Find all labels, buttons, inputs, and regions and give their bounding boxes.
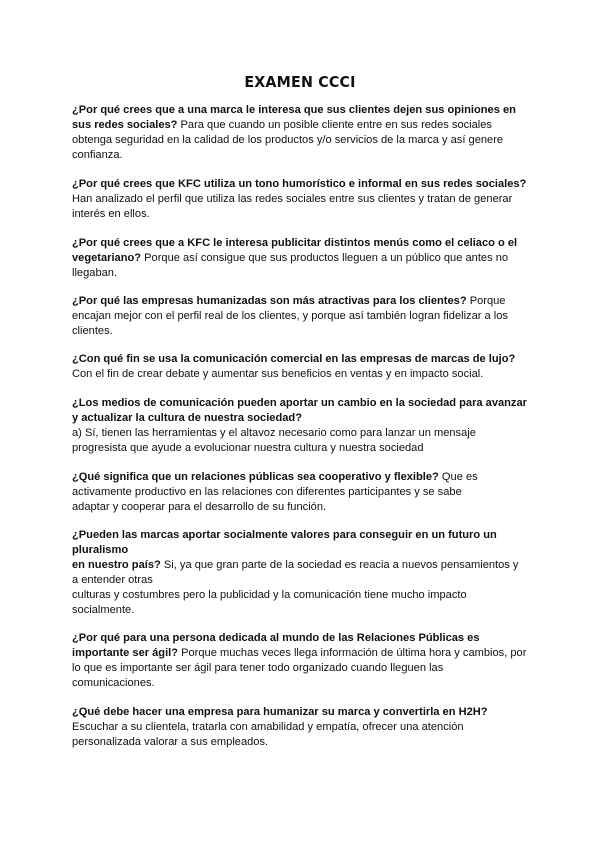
qa-line: progresista que ayude a evolucionar nuestra cultura y nuestra sociedad [72, 442, 424, 454]
qa-line: y actualizar la cultura de nuestra sociedad? [72, 412, 302, 424]
qa-line: llegaban. [72, 267, 118, 279]
qa-line: encajan mejor con el perfil real de los clientes, y porque así también logran fidelizar a los [72, 310, 508, 322]
qa-line: personalizada valorar a sus empleados. [72, 736, 269, 748]
qa-line: ¿Con qué fin se usa la comunicación comercial en las empresas de marcas de lujo? [72, 353, 516, 365]
qa-line: confianza. [72, 149, 123, 161]
qa-item-4 [72, 294, 532, 339]
qa-line: ¿Por qué las empresas humanizadas son más atractivas para los clientes? Porque [72, 295, 506, 307]
qa-line: ¿Pueden las marcas aportar socialmente valores para conseguir en un futuro un [72, 529, 497, 541]
qa-item-9 [72, 631, 532, 691]
qa-line: en nuestro país? Si, ya que gran parte de la sociedad es reacia a nuevos pensamientos y [72, 559, 519, 571]
qa-line: vegetariano? Porque así consigue que sus productos lleguen a un público que antes no [72, 252, 509, 264]
qa-item-6 [72, 396, 532, 456]
qa-line: ¿Por qué crees que KFC utiliza un tono humorístico e informal en sus redes sociales? [72, 178, 527, 190]
qa-line: ¿Los medios de comunicación pueden aportar un cambio en la sociedad para avanzar [72, 397, 527, 409]
qa-item-10 [72, 705, 532, 750]
qa-line: clientes. [72, 325, 113, 337]
qa-line: Con el fin de crear debate y aumentar sus beneficios en ventas y en impacto social. [72, 368, 484, 380]
qa-line: importante ser ágil? Porque muchas veces llega información de última hora y cambios, por [72, 647, 527, 659]
qa-item-2 [72, 177, 532, 222]
qa-item-8 [72, 528, 532, 618]
qa-line: adaptar y cooperar para el desarrollo de su función. [72, 501, 327, 513]
qa-line: Han analizado el perfil que utiliza las redes sociales entre sus clientes y tratan de generar [72, 193, 513, 205]
qa-line: activamente productivo en las relaciones con diferentes participantes y se sabe [72, 486, 462, 498]
qa-line: culturas y costumbres pero la publicidad y la comunicación tiene mucho impacto [72, 589, 467, 601]
qa-line: interés en ellos. [72, 208, 150, 220]
qa-line: lo que es importante ser ágil para tener todo organizado cuando lleguen las [72, 662, 444, 674]
qa-line: a entender otras [72, 574, 153, 586]
qa-line: ¿Qué debe hacer una empresa para humanizar su marca y convertirla en H2H? [72, 706, 488, 718]
qa-line: a) Sí, tienen las herramientas y el altavoz necesario como para lanzar un mensaje [72, 427, 476, 439]
qa-line: Escuchar a su clientela, tratarla con amabilidad y empatía, ofrecer una atención [72, 721, 464, 733]
page-title: EXAMEN CCCI [244, 73, 356, 91]
qa-line: socialmente. [72, 604, 135, 616]
qa-line: pluralismo [72, 544, 129, 556]
qa-line: ¿Qué significa que un relaciones públicas sea cooperativo y flexible? Que es [72, 471, 478, 483]
qa-line: sus redes sociales? Para que cuando un posible cliente entre en sus redes sociales [72, 119, 492, 131]
qa-line: comunicaciones. [72, 677, 155, 689]
qa-item-7 [72, 470, 532, 515]
qa-item-5 [72, 352, 532, 382]
qa-item-3 [72, 236, 532, 281]
qa-line: ¿Por qué para una persona dedicada al mundo de las Relaciones Públicas es [72, 632, 480, 644]
qa-item-1 [72, 103, 532, 163]
qa-line: ¿Por qué crees que a una marca le interesa que sus clientes dejen sus opiniones en [72, 104, 516, 116]
qa-line: obtenga seguridad en la calidad de los productos y/o servicios de la marca y así genere [72, 134, 504, 146]
qa-line: ¿Por qué crees que a KFC le interesa publicitar distintos menús como el celiaco o el [72, 237, 518, 249]
